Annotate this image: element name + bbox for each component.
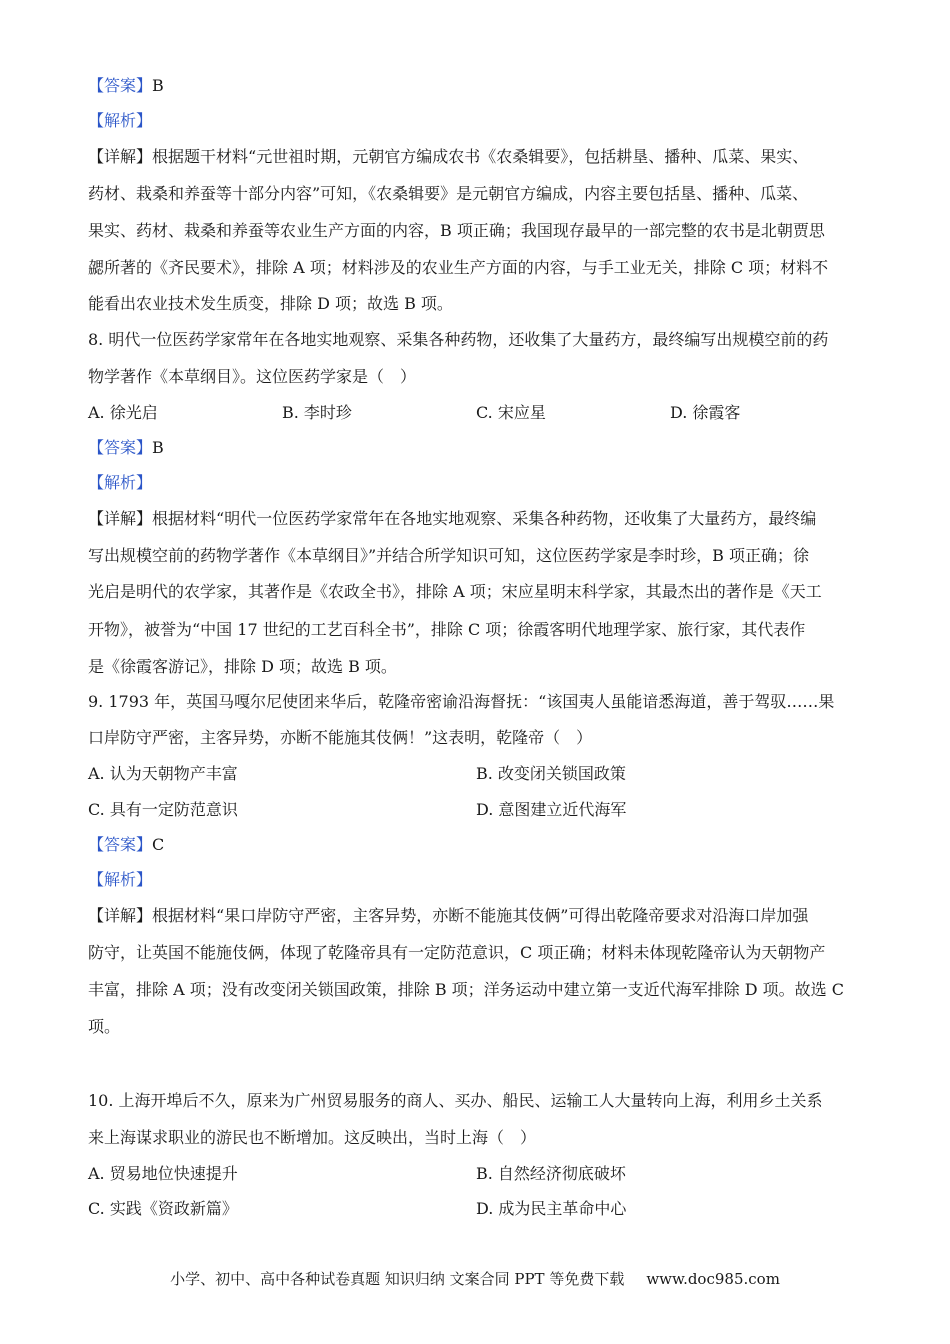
q7-detail-line [88, 146, 868, 168]
q8-option-c: C. 宋应星 [476, 403, 546, 422]
answer-label: 【答案】 [88, 76, 153, 95]
q9-option-a: A. 认为天朝物产丰富 [88, 764, 238, 783]
detail-label: 【详解】 [88, 147, 153, 166]
q8-detail-line: 开物》，被誉为“中国 17 世纪的工艺百科全书”，排除 C 项；徐霞客明代地理学家、旅行家，其代表作 [88, 620, 806, 639]
detail-label: 【详解】 [88, 906, 153, 925]
page-footer [0, 1268, 950, 1290]
q10-option-c: C. 实践《资政新篇》 [88, 1199, 238, 1218]
q9-detail-line: 丰富，排除 A 项；没有改变闭关锁国政策，排除 B 项；洋务运动中建立第一支近代海军排除 D 项。故选 C [88, 980, 844, 999]
q7-detail-line: 勰所著的《齐民要术》，排除 A 项；材料涉及的农业生产方面的内容，与手工业无关，排除 C 项；材料不 [88, 258, 829, 277]
answer-label: 【答案】 [88, 835, 153, 854]
q7-detail-line: 能看出农业技术发生质变，排除 D 项；故选 B 项。 [88, 294, 453, 313]
q8-stem: 8. 明代一位医药学家常年在各地实地观察、采集各种药物，还收集了大量药方，最终编写出规模空前的药 [88, 330, 829, 349]
detail-text: 根据题干材料“元世祖时期，元朝官方编成农书《农桑辑要》，包括耕垦、播种、瓜菜、果实、 [152, 147, 809, 166]
footer-text: 小学、初中、高中各种试卷真题 知识归纳 文案合同 PPT 等免费下载 [170, 1270, 625, 1288]
q8-option-b: B. 李时珍 [282, 403, 352, 422]
q9-detail-line [88, 905, 868, 927]
q7-detail-line: 药材、栽桑和养蚕等十部分内容”可知，《农桑辑要》是元朝官方编成，内容主要包括垦、播种、瓜菜、 [88, 184, 809, 203]
q7-detail-line: 果实、药材、栽桑和养蚕等农业生产方面的内容，B 项正确；我国现存最早的一部完整的农书是北朝贾思 [88, 221, 825, 240]
q10-option-a: A. 贸易地位快速提升 [88, 1164, 238, 1183]
q10-stem: 来上海谋求职业的游民也不断增加。这反映出，当时上海（ ） [88, 1128, 537, 1147]
q8-answer [88, 437, 868, 459]
q8-stem: 物学著作《本草纲目》。这位医药学家是（ ） [88, 367, 417, 386]
q9-stem: 口岸防守严密，主客异势，亦断不能施其伎俩！”这表明，乾隆帝（ ） [88, 728, 593, 747]
analysis-label: 【解析】 [88, 111, 153, 130]
detail-text: 根据材料“果口岸防守严密，主客异势，亦断不能施其伎俩”可得出乾隆帝要求对沿海口岸加强 [152, 906, 809, 925]
q10-stem: 10. 上海开埠后不久，原来为广州贸易服务的商人、买办、船民、运输工人大量转向上海，利用乡土关系 [88, 1091, 823, 1110]
q8-option-a: A. 徐光启 [88, 403, 158, 422]
detail-text: 根据材料“明代一位医药学家常年在各地实地观察、采集各种药物，还收集了大量药方，最终编 [152, 509, 817, 528]
q8-detail-line: 写出规模空前的药物学著作《本草纲目》”并结合所学知识可知，这位医药学家是李时珍，B 项正确；徐 [88, 546, 810, 565]
q9-analysis-label [88, 869, 868, 891]
q8-detail-line: 光启是明代的农学家，其著作是《农政全书》，排除 A 项；宋应星明末科学家，其最杰出的著作是《天工 [88, 582, 822, 601]
q8-option-d: D. 徐霞客 [670, 403, 741, 422]
q10-option-b: B. 自然经济彻底破坏 [476, 1164, 626, 1183]
answer-label: 【答案】 [88, 438, 153, 457]
q8-analysis-label [88, 472, 868, 494]
q9-stem: 9. 1793 年，英国马嘎尔尼使团来华后，乾隆帝密谕沿海督抚：“该国夷人虽能谙悉海道，善于驾驭……果 [88, 692, 835, 711]
answer-value: B [152, 76, 164, 95]
q8-detail-line [88, 508, 868, 530]
analysis-label: 【解析】 [88, 473, 153, 492]
q10-option-d: D. 成为民主革命中心 [476, 1199, 627, 1218]
footer-url-link[interactable]: www.doc985.com [646, 1270, 780, 1288]
q9-option-c: C. 具有一定防范意识 [88, 800, 238, 819]
q7-analysis-label [88, 110, 868, 132]
q9-option-b: B. 改变闭关锁国政策 [476, 764, 626, 783]
q9-answer [88, 834, 868, 856]
answer-value: C [152, 835, 165, 854]
q9-detail-line: 防守，让英国不能施伎俩，体现了乾隆帝具有一定防范意识，C 项正确；材料未体现乾隆帝认为天朝物产 [88, 943, 826, 962]
analysis-label: 【解析】 [88, 870, 153, 889]
detail-label: 【详解】 [88, 509, 153, 528]
q8-detail-line: 是《徐霞客游记》，排除 D 项；故选 B 项。 [88, 657, 397, 676]
answer-value: B [152, 438, 164, 457]
q9-detail-line: 项。 [88, 1017, 121, 1036]
q9-option-d: D. 意图建立近代海军 [476, 800, 627, 819]
q7-answer [88, 75, 868, 97]
